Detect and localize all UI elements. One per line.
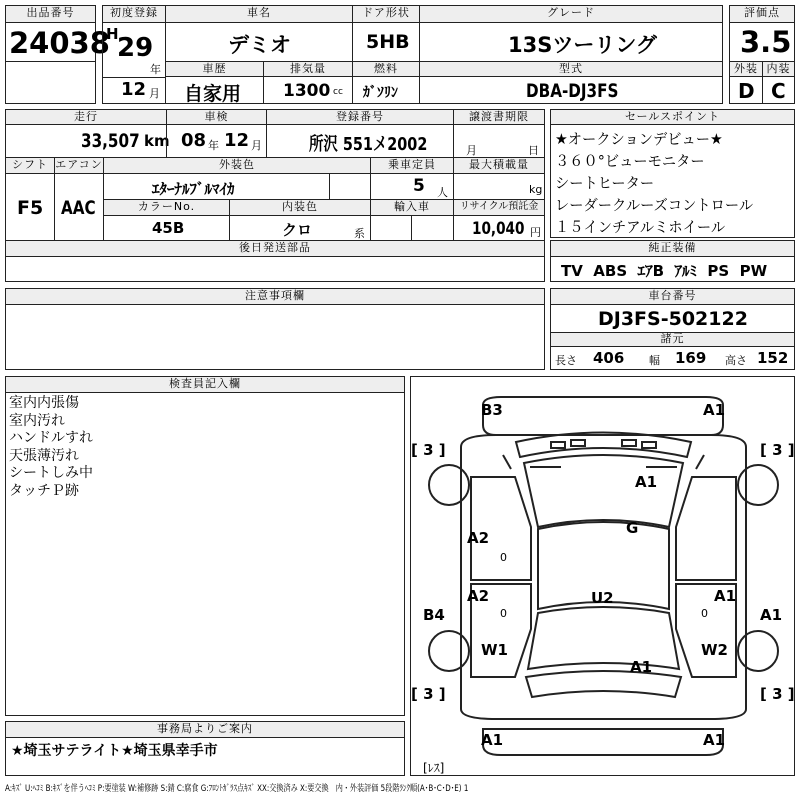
- legend: A:ｷｽﾞ U:ﾍｺﾐ B:ｷｽﾞを伴うﾍｺﾐ P:要塗装 W:補修跡 S:錆 C:腐食 G:ﾌﾛﾝﾄｶﾞﾗｽ点ｷｽﾞ XX:交換済み X:要交換 内・外装評価 5段階ﾗﾝｸ順(A･B･C･D･E) 1: [5, 784, 469, 794]
- office-label: 事務局よりご案内: [5, 721, 405, 738]
- door-label: ドア形状: [352, 5, 420, 23]
- damage-mark: [ 3 ]: [411, 441, 446, 459]
- damage-mark: A1: [714, 587, 737, 605]
- disp-label: 排気量: [263, 61, 353, 77]
- sales-point: ★オークションデビュー★: [555, 130, 723, 148]
- reg-label: 初度登録: [102, 5, 166, 23]
- disp-unit: cc: [333, 87, 343, 97]
- notes-label: 注意事項欄: [5, 288, 545, 305]
- import-blank-1: [370, 215, 412, 241]
- transfer-month: 月: [466, 144, 477, 157]
- damage-mark: U2: [591, 589, 614, 607]
- chassis-number: DJ3FS-502122: [598, 308, 748, 330]
- lot-number: 24038: [9, 26, 110, 60]
- damage-mark: B3: [481, 401, 503, 419]
- plate: 所沢 551メ2002: [309, 134, 428, 155]
- inspector-line: タッチＰ跡: [9, 482, 79, 499]
- sales-point: シートヒーター: [555, 174, 655, 192]
- recycle-label: リサイクル預託金: [453, 199, 545, 216]
- color-number: 45B: [152, 219, 185, 237]
- fuel-label: 燃料: [352, 61, 420, 77]
- inspector-notes: [5, 392, 405, 716]
- damage-mark: A2: [467, 529, 490, 547]
- load-label: 最大積載量: [453, 157, 545, 174]
- inspector-label: 検査員記入欄: [5, 376, 405, 393]
- ext-grade: D: [738, 79, 755, 103]
- damage-mark: [ﾚｽ]: [423, 761, 445, 775]
- width-label: 幅: [649, 354, 660, 367]
- reg-year: 29: [117, 33, 154, 63]
- interior-label: 内装色: [229, 199, 371, 216]
- interior-color: クロ: [282, 221, 313, 239]
- damage-mark: A2: [467, 587, 490, 605]
- grade-label: グレード: [419, 5, 723, 23]
- length: 406: [593, 349, 625, 367]
- insp-year: 08: [181, 130, 207, 151]
- history: 自家用: [184, 83, 242, 105]
- door-type: 5HB: [366, 31, 410, 53]
- sales-point: レーダークルーズコントロール: [555, 196, 754, 214]
- capacity-unit: 人: [437, 186, 448, 199]
- inspector-line: 天張薄汚れ: [9, 447, 79, 464]
- damage-mark: A1: [760, 606, 783, 624]
- lot-blank: [5, 61, 96, 104]
- mileage-label: 走行: [5, 109, 167, 125]
- inspection-label: 車検: [166, 109, 267, 125]
- equipment-list: TV ABS ｴｱB ｱﾙﾐ PS PW: [561, 262, 768, 280]
- recycle-unit: 円: [530, 226, 541, 239]
- transfer-label: 譲渡書期限: [453, 109, 545, 125]
- damage-mark: G: [626, 519, 639, 537]
- int-label: 内装: [762, 61, 795, 77]
- damage-mark: [ 3 ]: [760, 685, 795, 703]
- office-text: ★埼玉サテライト★埼玉県幸手市: [11, 743, 218, 759]
- damage-mark: 0: [500, 607, 507, 620]
- mileage-unit: km: [144, 132, 170, 150]
- inspector-line: 室内汚れ: [9, 412, 65, 429]
- score-label: 評価点: [729, 5, 795, 23]
- damage-mark: A1: [703, 401, 726, 419]
- recycle-fee: 10,040: [472, 219, 525, 239]
- damage-diagram: [410, 376, 795, 776]
- damage-mark: 0: [500, 551, 507, 564]
- mileage: 33,507: [81, 130, 140, 152]
- damage-mark: [ 3 ]: [760, 441, 795, 459]
- damage-mark: A1: [635, 473, 658, 491]
- damage-mark: A1: [481, 731, 504, 749]
- color-label: 外装色: [103, 157, 371, 174]
- name-label: 車名: [165, 5, 353, 23]
- fuel: ｶﾞｿﾘﾝ: [363, 85, 398, 101]
- load-unit: kg: [529, 183, 543, 196]
- height: 152: [757, 349, 789, 367]
- insp-month: 12: [224, 130, 250, 151]
- shift-label: シフト: [5, 157, 55, 174]
- equipment-label: 純正装備: [550, 240, 795, 257]
- displacement: 1300: [283, 81, 331, 101]
- capacity-label: 乗車定員: [370, 157, 454, 174]
- insp-year-unit: 年: [208, 139, 219, 152]
- insp-month-unit: 月: [251, 139, 262, 152]
- ac-label: エアコン: [54, 157, 104, 174]
- grade: 13Sツーリング: [508, 33, 657, 57]
- sales-points: [550, 124, 795, 238]
- score: 3.5: [740, 25, 792, 59]
- later-parts-field: [5, 256, 545, 282]
- car-name: デミオ: [228, 33, 291, 57]
- model-label: 型式: [419, 61, 723, 77]
- inspector-line: 室内内張傷: [9, 395, 79, 411]
- color-blank: [329, 173, 371, 200]
- notes-field: [5, 304, 545, 370]
- import-blank-2: [411, 215, 454, 241]
- air-conditioner: AAC: [61, 197, 96, 219]
- body-color: ｴﾀｰﾅﾙﾌﾞﾙﾏｲｶ: [152, 180, 235, 198]
- ext-label: 外装: [729, 61, 763, 77]
- damage-mark: B4: [423, 606, 445, 624]
- height-label: 高さ: [725, 354, 747, 367]
- length-label: 長さ: [555, 354, 577, 367]
- width: 169: [675, 349, 707, 367]
- damage-mark: [ 3 ]: [411, 685, 446, 703]
- history-label: 車歴: [165, 61, 264, 77]
- month-unit: 月: [149, 87, 160, 100]
- sales-label: セールスポイント: [550, 109, 795, 125]
- dim-label: 諸元: [550, 332, 795, 347]
- interior-unit: 系: [354, 227, 365, 240]
- reg-month: 12: [121, 79, 147, 100]
- plate-label: 登録番号: [266, 109, 454, 125]
- inspector-line: シートしみ中: [9, 465, 93, 481]
- chassis-label: 車台番号: [550, 288, 795, 305]
- later-parts-label: 後日発送部品: [5, 240, 545, 257]
- sales-point: １５インチアルミホイール: [555, 218, 726, 236]
- damage-mark: W1: [481, 641, 508, 659]
- int-grade: C: [771, 79, 786, 103]
- capacity: 5: [413, 176, 425, 196]
- sales-point: ３６０°ビューモニター: [555, 152, 705, 170]
- damage-marks: [411, 377, 796, 777]
- shift: F5: [17, 197, 44, 219]
- year-unit: 年: [150, 63, 161, 76]
- transfer-day: 日: [528, 144, 539, 157]
- import-label: 輸入車: [370, 199, 454, 216]
- inspector-line: ハンドルすれ: [9, 430, 93, 446]
- era: H: [106, 25, 119, 43]
- damage-mark: A1: [630, 658, 653, 676]
- damage-mark: 0: [701, 607, 708, 620]
- model-code: DBA-DJ3FS: [526, 80, 619, 102]
- colorno-label: カラーNo.: [103, 199, 230, 216]
- damage-mark: W2: [701, 641, 728, 659]
- lot-label: 出品番号: [5, 5, 96, 23]
- damage-mark: A1: [703, 731, 726, 749]
